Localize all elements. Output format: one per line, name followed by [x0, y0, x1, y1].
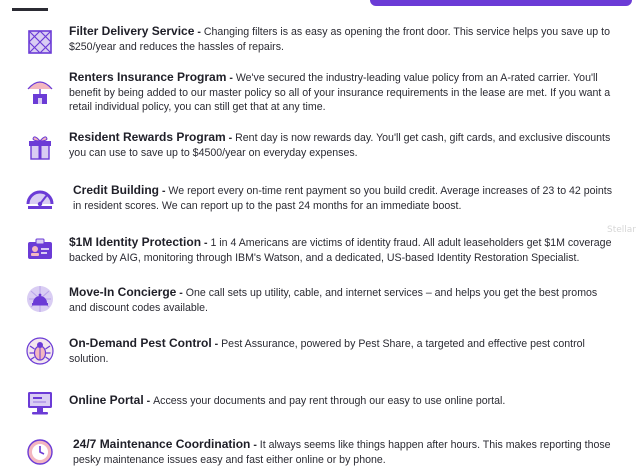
umbrella-house-icon [25, 76, 55, 106]
bug-icon [25, 336, 55, 366]
gift-icon [25, 132, 55, 162]
benefit-title: Online Portal [69, 393, 144, 407]
benefit-title: 24/7 Maintenance Coordination [73, 437, 251, 451]
concierge-icon [25, 284, 55, 314]
benefit-body: Rent day is now rewards day. You'll get cash, gift cards, and exclusive discounts you can use to save up to $4500/year on everyday expenses. [69, 132, 611, 159]
benefit-body: Pest Assurance, powered by Pest Share, a targeted and effective pest control solution. [69, 338, 585, 365]
heading-accent-bar [370, 0, 632, 6]
benefit-body: We've secured the industry-leading value policy from an A-rated carrier. You'll benefit by being added to our master policy so all of your insurance requirements in the lease are met. If you want a retail individual policy, you can still get that at any time. [69, 72, 611, 114]
benefit-title: Renters Insurance Program [69, 70, 227, 84]
benefit-body: Access your documents and pay rent through our easy to use online portal. [153, 395, 506, 407]
watermark: Stellar [607, 225, 636, 235]
benefit-body: One call sets up utility, cable, and internet services – and helps you get the best promos and discount codes available. [69, 287, 598, 314]
air-filter-icon [25, 27, 55, 57]
benefit-title: $1M Identity Protection [69, 235, 202, 249]
benefit-body: It always seems like things happen after hours. This makes reporting those pesky maintenance issues easy and fast either online or by phone. [73, 439, 611, 466]
benefit-title: On-Demand Pest Control [69, 336, 212, 350]
benefit-title: Move-In Concierge [69, 285, 177, 299]
clock-icon [25, 437, 55, 467]
credit-gauge-icon [25, 183, 55, 213]
header-fragment [0, 0, 640, 14]
benefit-body: Changing filters is as easy as opening the front door. This service helps you save up to $250/year and reduces the hassles of repairs. [69, 26, 610, 53]
heading-underline [12, 0, 48, 11]
benefit-body: We report every on-time rent payment so you build credit. Average increases of 23 to 42 points in resident scores. We can report up to the past 24 months for an immediate boost. [73, 185, 613, 212]
benefit-title: Resident Rewards Program [69, 130, 226, 144]
computer-icon [25, 387, 55, 417]
benefit-title: Filter Delivery Service [69, 24, 195, 38]
benefit-title: Credit Building [73, 183, 159, 197]
benefit-body: 1 in 4 Americans are victims of identity fraud. All adult leaseholders get $1M coverage backed by AIG, monitoring through IBM's Watson, and a dedicated, US-based Identity Restoration Specialist. [69, 237, 612, 264]
id-card-icon [25, 234, 55, 264]
